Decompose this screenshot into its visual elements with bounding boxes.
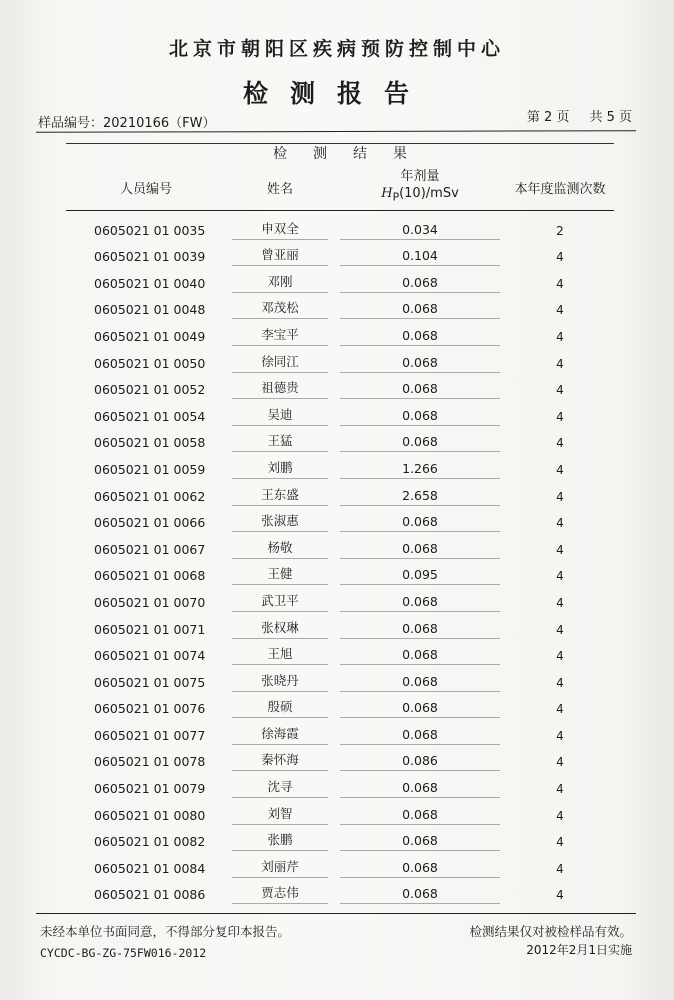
copy-notice: 未经本单位书面同意，不得部分复印本报告。: [40, 924, 291, 939]
cell-name: 贾志伟: [232, 883, 328, 904]
cell-annual-dose: 0.068: [340, 275, 500, 293]
cell-name: 沈寻: [232, 777, 328, 798]
cell-name: 吴迪: [232, 405, 328, 426]
column-header-dose: [334, 164, 506, 210]
table-row: [66, 771, 614, 798]
cell-person-id: 0605021 01 0080: [94, 807, 206, 823]
cell-monitor-count: 4: [556, 808, 564, 823]
cell-name: 王健: [232, 564, 328, 585]
table-row: [66, 240, 614, 267]
cell-monitor-count: 4: [556, 542, 564, 557]
cell-person-id: 0605021 01 0062: [94, 488, 206, 504]
cell-annual-dose: 0.068: [340, 674, 500, 692]
cell-monitor-count: 4: [556, 861, 564, 876]
table-row: [66, 745, 614, 772]
cell-monitor-count: 4: [556, 489, 564, 504]
table-row: [66, 319, 614, 346]
cell-monitor-count: 4: [556, 516, 564, 531]
cell-name: 王猛: [232, 431, 328, 452]
cell-name: 祖德贵: [232, 378, 328, 399]
cell-person-id: 0605021 01 0070: [94, 594, 206, 610]
cell-person-id: 0605021 01 0084: [94, 860, 206, 876]
cell-name: 徐海霞: [232, 724, 328, 745]
cell-person-id: 0605021 01 0076: [94, 701, 206, 717]
dose-unit: (10)/mSv: [399, 186, 459, 202]
table-row: [66, 639, 614, 666]
footer-divider: [36, 913, 636, 914]
dose-header-line1: 年剂量: [400, 169, 440, 185]
cell-annual-dose: 0.068: [340, 381, 500, 399]
cell-monitor-count: 4: [556, 569, 564, 584]
table-header: [66, 164, 614, 210]
document-code: CYCDC-BG-ZG-75FW016-2012: [40, 946, 207, 960]
cell-person-id: 0605021 01 0039: [94, 249, 206, 265]
cell-annual-dose: 0.068: [340, 594, 500, 612]
cell-name: 刘丽芹: [232, 857, 328, 878]
cell-person-id: 0605021 01 0066: [94, 515, 206, 531]
cell-annual-dose: 0.068: [340, 833, 500, 851]
cell-name: 刘鹏: [232, 458, 328, 479]
effective-date: 2012年2月1日实施: [526, 943, 632, 957]
cell-annual-dose: 0.034: [340, 222, 500, 240]
cell-annual-dose: 0.068: [340, 408, 500, 426]
cell-name: 张鹏: [232, 830, 328, 851]
cell-person-id: 0605021 01 0078: [94, 754, 206, 770]
cell-monitor-count: 4: [556, 409, 564, 424]
cell-name: 殷硕: [232, 697, 328, 718]
cell-annual-dose: 0.068: [340, 514, 500, 532]
table-row: [66, 878, 614, 905]
cell-annual-dose: 0.068: [340, 886, 500, 904]
report-title: 检测报告: [242, 79, 431, 108]
cell-name: 秦怀海: [232, 750, 328, 771]
cell-person-id: 0605021 01 0059: [94, 461, 206, 477]
table-row: [66, 426, 614, 453]
column-header-id: 人员编号: [119, 181, 172, 197]
cell-name: 张权琳: [232, 618, 328, 639]
cell-name: 王东盛: [232, 485, 328, 506]
cell-person-id: 0605021 01 0058: [94, 435, 206, 451]
table-row: [66, 479, 614, 506]
dose-subscript: P: [392, 190, 400, 204]
cell-person-id: 0605021 01 0048: [94, 302, 206, 318]
cell-name: 邓茂松: [232, 298, 328, 319]
table-row: [66, 293, 614, 320]
cell-annual-dose: 0.068: [340, 807, 500, 825]
table-row: [66, 532, 614, 559]
table-body: [66, 213, 614, 904]
cell-person-id: 0605021 01 0067: [94, 541, 206, 557]
cell-monitor-count: 4: [556, 595, 564, 610]
cell-annual-dose: 0.068: [340, 860, 500, 878]
table-row: [66, 665, 614, 692]
cell-monitor-count: 4: [556, 622, 564, 637]
cell-name: 刘智: [232, 804, 328, 825]
validity-notice: 检测结果仅对被检样品有效。: [469, 924, 632, 939]
table-row: [66, 213, 614, 240]
cell-monitor-count: 4: [556, 728, 564, 743]
table-row: [66, 266, 614, 293]
cell-person-id: 0605021 01 0075: [94, 674, 206, 690]
cell-annual-dose: 0.068: [340, 647, 500, 665]
column-header-count: 本年度监测次数: [514, 181, 606, 197]
cell-annual-dose: 0.086: [340, 753, 500, 771]
cell-annual-dose: 1.266: [340, 461, 500, 479]
table-row: [66, 585, 614, 612]
column-header-name: 姓名: [266, 181, 293, 197]
cell-name: 徐同江: [232, 352, 328, 373]
table-row: [66, 851, 614, 878]
table-row: [66, 718, 614, 745]
table-row: [66, 346, 614, 373]
cell-monitor-count: 4: [556, 675, 564, 690]
cell-annual-dose: 0.068: [340, 541, 500, 559]
cell-name: 张晓丹: [232, 671, 328, 692]
cell-monitor-count: 4: [556, 755, 564, 770]
cell-annual-dose: 2.658: [340, 488, 500, 506]
cell-monitor-count: 4: [556, 276, 564, 291]
cell-annual-dose: 0.095: [340, 567, 500, 585]
page-total: 共 5 页: [589, 110, 632, 125]
cell-monitor-count: 4: [556, 649, 564, 664]
page-current: 第 2 页: [526, 110, 570, 125]
results-section-title: 检测结果: [273, 146, 433, 162]
cell-person-id: 0605021 01 0086: [94, 887, 206, 903]
table-row: [66, 798, 614, 825]
cell-monitor-count: 4: [556, 782, 564, 797]
cell-monitor-count: 4: [556, 329, 564, 344]
cell-name: 武卫平: [232, 591, 328, 612]
header-bottom-rule: [66, 210, 614, 211]
cell-monitor-count: 4: [556, 356, 564, 371]
cell-monitor-count: 2: [556, 223, 564, 238]
cell-monitor-count: 4: [556, 462, 564, 477]
cell-name: 李宝平: [232, 325, 328, 346]
table-row: [66, 692, 614, 719]
header-divider: [36, 130, 636, 133]
cell-person-id: 0605021 01 0079: [94, 781, 206, 797]
table-row: [66, 373, 614, 400]
cell-annual-dose: 0.068: [340, 328, 500, 346]
cell-monitor-count: 4: [556, 383, 564, 398]
page-info: [527, 106, 632, 125]
cell-person-id: 0605021 01 0052: [94, 382, 206, 398]
cell-person-id: 0605021 01 0049: [94, 328, 206, 344]
cell-monitor-count: 4: [556, 436, 564, 451]
cell-person-id: 0605021 01 0054: [94, 408, 206, 424]
cell-monitor-count: 4: [556, 888, 564, 903]
cell-name: 张淑惠: [232, 511, 328, 532]
cell-annual-dose: 0.068: [340, 301, 500, 319]
table-row: [66, 452, 614, 479]
results-table: [66, 143, 614, 904]
table-row: [66, 612, 614, 639]
cell-annual-dose: 0.068: [340, 434, 500, 452]
cell-annual-dose: 0.068: [340, 780, 500, 798]
cell-person-id: 0605021 01 0082: [94, 834, 206, 850]
cell-name: 杨敬: [232, 538, 328, 559]
dose-header-line2: [381, 185, 459, 206]
table-row: [66, 559, 614, 586]
cell-name: 曾亚丽: [232, 245, 328, 266]
cell-annual-dose: 0.068: [340, 727, 500, 745]
table-row: [66, 825, 614, 852]
cell-annual-dose: 0.068: [340, 621, 500, 639]
cell-monitor-count: 4: [556, 303, 564, 318]
cell-person-id: 0605021 01 0071: [94, 621, 206, 637]
cell-person-id: 0605021 01 0040: [94, 275, 206, 291]
cell-name: 邓刚: [232, 272, 328, 293]
cell-monitor-count: 4: [556, 835, 564, 850]
cell-annual-dose: 0.104: [340, 248, 500, 266]
cell-annual-dose: 0.068: [340, 700, 500, 718]
cell-person-id: 0605021 01 0050: [94, 355, 206, 371]
sample-number: 样品编号：20210166（FW）: [38, 116, 216, 131]
cell-monitor-count: 4: [556, 702, 564, 717]
cell-person-id: 0605021 01 0068: [94, 568, 206, 584]
table-row: [66, 399, 614, 426]
cell-annual-dose: 0.068: [340, 355, 500, 373]
organization-title: 北京市朝阳区疾病预防控制中心: [168, 38, 505, 60]
cell-person-id: 0605021 01 0074: [94, 648, 206, 664]
dose-symbol: H: [381, 186, 393, 202]
table-row: [66, 506, 614, 533]
cell-monitor-count: 4: [556, 250, 564, 265]
cell-person-id: 0605021 01 0077: [94, 727, 206, 743]
cell-name: 申双全: [232, 219, 328, 240]
cell-person-id: 0605021 01 0035: [94, 222, 206, 238]
cell-name: 王旭: [232, 644, 328, 665]
